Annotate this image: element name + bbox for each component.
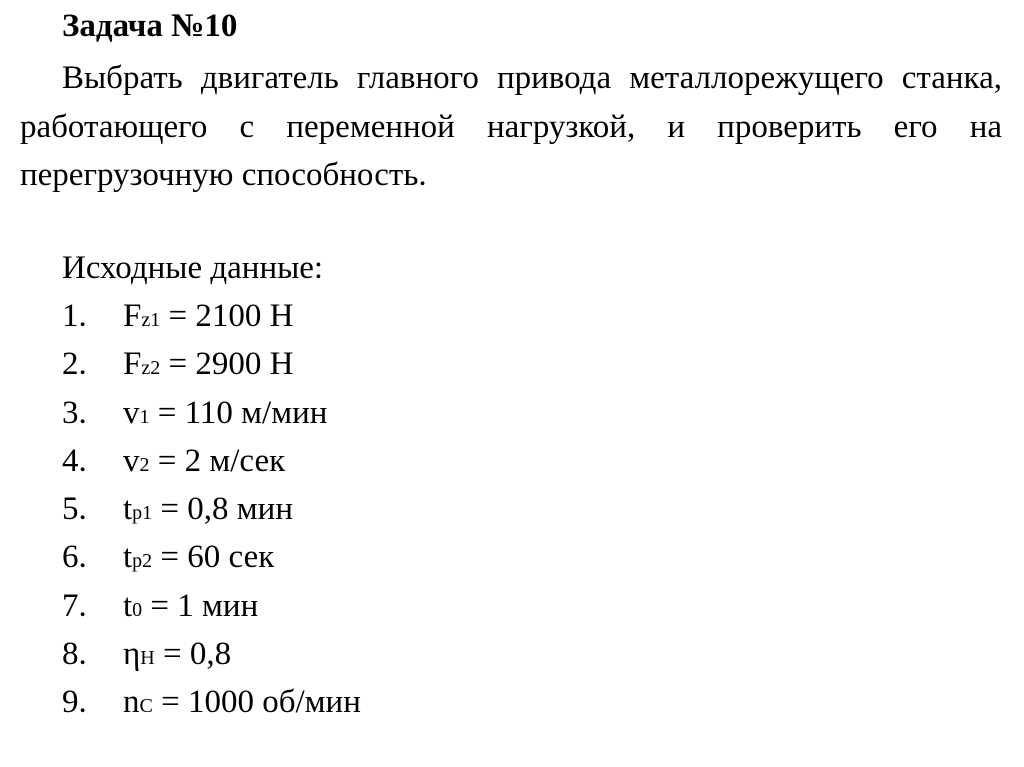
parameter-symbol: t <box>123 587 133 624</box>
parameter-value: = 1000 об/мин <box>152 684 361 721</box>
parameter-symbol: F <box>123 346 142 383</box>
parameter-symbol: n <box>123 684 140 721</box>
parameter-symbol: t <box>123 491 133 528</box>
task-title: Задача №10 <box>62 8 238 44</box>
parameter-subscript: z1 <box>141 309 161 331</box>
parameter-value: = 2 м/сек <box>149 442 286 479</box>
parameter-symbol: t <box>123 539 133 576</box>
parameter-value: = 0,8 <box>154 636 232 673</box>
parameter-subscript: p1 <box>132 502 153 525</box>
parameter-value: = 60 сек <box>152 539 275 576</box>
parameter-symbol: F <box>123 298 142 334</box>
parameter-number: 5. <box>62 491 87 528</box>
parameter-subscript: Н <box>140 647 155 670</box>
parameter-number: 8. <box>62 636 87 673</box>
parameter-expression <box>123 682 361 726</box>
parameter-expression <box>123 489 293 533</box>
parameter-expression <box>123 634 231 678</box>
parameter-number: 3. <box>62 394 87 431</box>
parameter-expression <box>123 441 285 485</box>
parameter-value: = 110 м/мин <box>149 394 328 431</box>
parameter-number: 7. <box>62 587 87 624</box>
parameter-symbol: v <box>123 442 140 479</box>
parameter-number: 9. <box>62 684 87 721</box>
parameter-number: 1. <box>62 298 87 334</box>
parameter-expression <box>123 296 293 340</box>
parameter-subscript: 1 <box>139 405 150 428</box>
parameter-number: 2. <box>62 346 87 383</box>
parameter-subscript: С <box>139 695 153 718</box>
parameter-number: 6. <box>62 539 87 576</box>
parameter-expression <box>123 586 258 630</box>
parameter-symbol: η <box>123 636 141 673</box>
task-description: Выбрать двигатель главного привода металлорежущего станка, работающего с переменной нагрузкой, и проверить его на перегрузочную способность. <box>20 60 1002 193</box>
parameter-subscript: 2 <box>139 453 150 476</box>
parameter-subscript: p2 <box>132 550 153 573</box>
parameter-expression <box>123 344 293 388</box>
parameter-expression <box>123 537 274 581</box>
parameter-value: = 2100 Н <box>160 298 294 334</box>
parameter-number: 4. <box>62 442 87 479</box>
parameter-symbol: v <box>123 394 140 431</box>
parameter-subscript: z2 <box>141 357 161 380</box>
source-data-label: Исходные данные: <box>62 250 324 286</box>
parameter-subscript: 0 <box>132 598 143 621</box>
parameter-value: = 0,8 мин <box>152 491 293 528</box>
parameter-value: = 1 мин <box>142 587 259 624</box>
parameter-expression <box>123 393 327 437</box>
parameter-value: = 2900 Н <box>160 346 294 383</box>
